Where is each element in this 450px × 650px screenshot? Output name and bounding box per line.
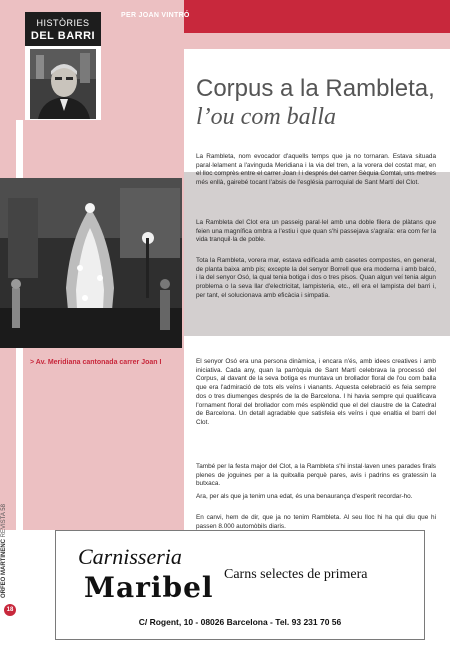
advertisement: [55, 530, 425, 640]
author-portrait: [30, 49, 96, 119]
title-band-top: [184, 33, 450, 49]
author-byline: PER JOAN VINTRÓ: [121, 12, 190, 19]
article-subtitle: l’ou com balla: [196, 104, 336, 130]
grey-band-background: [184, 172, 450, 336]
ad-address: C/ Rogent, 10 - 08026 Barcelona - Tel. 93 231 70 56: [138, 617, 342, 627]
article-title: Corpus a la Rambleta,: [196, 75, 435, 102]
rambleta-corpus-photo: [0, 178, 182, 348]
section-label-line2: DEL BARRI: [30, 30, 96, 42]
ad-slogan: Carns selectes de primera: [224, 567, 368, 582]
section-label: [25, 12, 101, 46]
article-paragraph: Ara, per als que ja tenim una edat, és una benaurança d'esperit recordar-ho.: [196, 493, 413, 500]
article-paragraph: Tota la Rambleta, vorera mar, estava edificada amb casetes compostes, en general, de planta baixa amb pis; excepte la del senyor Borrell que era moderna i amb balcó, i la del senyor Osó, la qual tenia botiga i dos o tres pisos. Quan algun veí tenia algun problema o la seva llar d'electricitat, lampisteria, etc., ell era el lampista del barri i, per tant, el solucionava amb eficàcia i simpatia.: [196, 257, 436, 299]
article-paragraph: També per la festa major del Clot, a la Rambleta s'hi instal·laven unes parades firals plenes de joguines per a la quitxalla perquè pares, avis i padrins es gratessin la butxaca.: [196, 463, 436, 488]
article-paragraph: En canvi, hem de dir, que ja no tenim Rambleta. Al seu lloc hi ha qui diu que hi passen 8.000 automòbils diaris.: [196, 514, 436, 530]
ad-title: Carnisseria: [78, 544, 182, 569]
magazine-name: [1, 504, 7, 598]
article-paragraph: La Rambleta, nom evocador d'aquells temps que ja no tornaran. Estava situada paral·lelament a l'avinguda Meridiana i la via del tren, a la vorera del costat mar, en el lloc comprès entre el carrer Joan I i després del carrer Sèquia Comtal, uns metres més enllà, gairebé tocant l'absis de l'església parroquial de Sant Martí del Clot.: [196, 153, 436, 187]
article-paragraph: El senyor Osó era una persona dinàmica, i encara n'és, amb idees creatives i amb iniciativa. Cada any, quan la parròquia de Sant Martí celebrava la processó del Corpus, al davant de la seva botiga es muntava un brollador floral de l'ou com balla que era l'admiració de tots els veïns i vianants. Aquesta celebració es feia sempre dos o tres diumenges després de la de Barcelona. I hi havia sempre qui qualificava l'ornament floral del brollador com més esplèndid que el del claustre de la Catedral de Barcelona. Un detall agradable que satisfeia els veïns i que enaltia el barri del Clot.: [196, 358, 436, 426]
article-paragraph: La Rambleta del Clot era un passeig paral·lel amb una doble filera de plàtans que feien una magnífica ombra a l'estiu i que quan s'hi passejava s'agraïa: era com fer la vida tranquil·la de poble.: [196, 219, 436, 244]
ad-brand: Maribel: [84, 571, 214, 604]
photo-caption: > Av. Meridiana cantonada carrer Joan I: [30, 359, 162, 366]
page-number: 18: [4, 604, 16, 616]
magazine-issue: REVISTA 58: [1, 504, 7, 538]
magazine-title: ORFEÓ MARTINENC: [1, 539, 7, 598]
section-label-line1: HISTÒRIES: [36, 18, 90, 28]
